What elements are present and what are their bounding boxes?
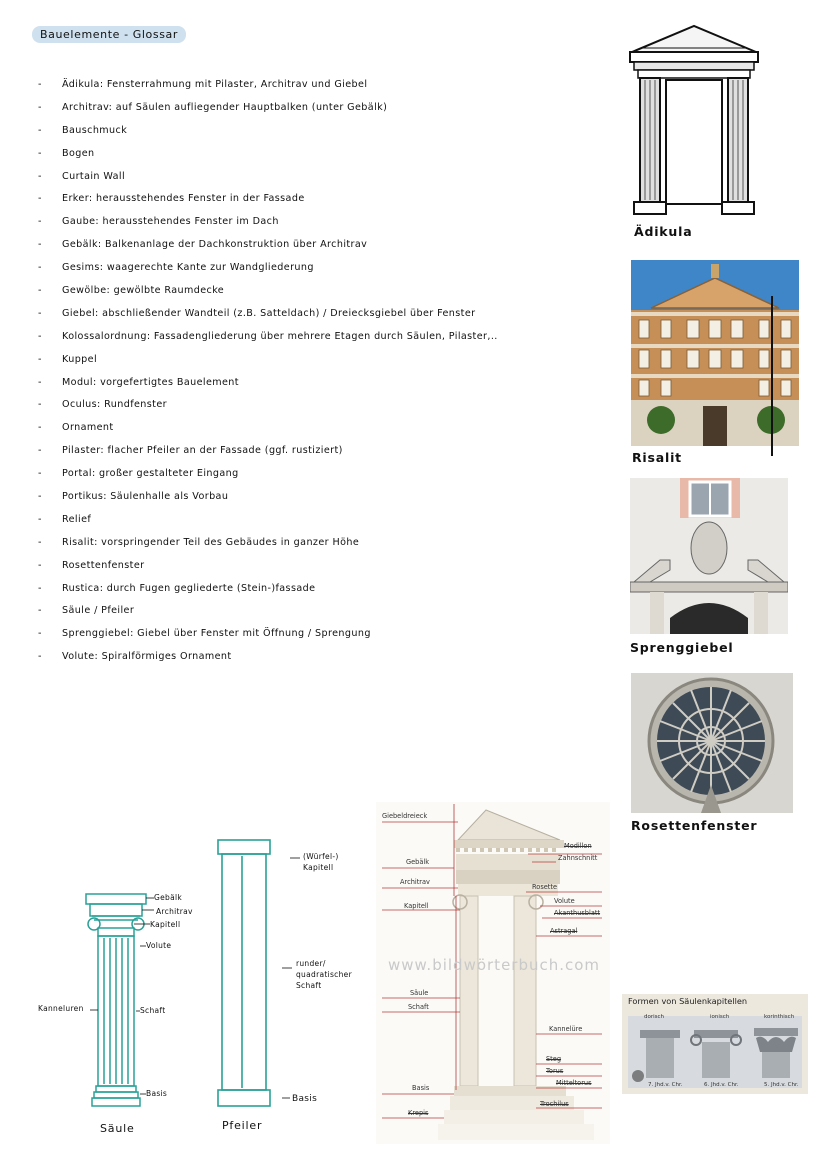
glossary-item [38,622,598,645]
glossary-item-text: Säule / Pfeiler [62,605,135,617]
bullet-dash: - [38,651,42,663]
diagram-label-steg: Steg [546,1055,562,1063]
label-kapitell: Kapitell [150,920,181,929]
diagram-label-krepis: Krepis [408,1109,429,1117]
pfeiler-leader-lines [274,850,304,1110]
diagram-label-zahnschnitt: Zahnschnitt [558,854,598,862]
kapitelle-title: Formen von Säulenkapitellen [628,996,748,1006]
glossary-item-text: Curtain Wall [62,170,126,182]
glossary-item [38,462,598,485]
glossary-item-text: Gaube: herausstehendes Fenster im Dach [62,216,279,228]
bullet-dash: - [38,628,42,640]
label-schaft: Schaft [140,1006,166,1015]
caption-rosettenfenster: Rosettenfenster [631,818,758,833]
bullet-dash: - [38,124,42,136]
glossary-item-text: Rosettenfenster [62,559,145,571]
label-kanneluren: Kanneluren [38,1004,84,1013]
bullet-dash: - [38,353,42,365]
diagram-label-astragal: Astragal [550,927,578,935]
glossary-item [38,645,598,668]
glossary-item-text: Ädikula: Fensterrahmung mit Pilaster, Architrav und Giebel [62,78,368,90]
bullet-dash: - [38,78,42,90]
glossary-item [38,416,598,439]
diagram-label-gebaelk: Gebälk [406,858,430,866]
label-architrav: Architrav [156,907,193,916]
kapitell-date-korinthisch: 5. Jhd.v. Chr. [764,1082,799,1088]
bullet-dash: - [38,307,42,319]
glossary-item [38,233,598,256]
diagram-label-torus: Torus [546,1067,564,1075]
glossary-item [38,210,598,233]
kapitell-date-dorisch: 7. Jhd.v. Chr. [648,1082,683,1088]
caption-sprenggiebel: Sprenggiebel [630,640,734,655]
glossary-item-text: Portikus: Säulenhalle als Vorbau [62,490,229,502]
saeule-leader-lines [84,890,156,1110]
bullet-dash: - [38,582,42,594]
glossary-item-text: Erker: herausstehendes Fenster in der Fassade [62,193,305,205]
kanneluren-leader [90,1008,98,1012]
glossary-item [38,371,598,394]
glossary-item [38,302,598,325]
bullet-dash: - [38,193,42,205]
glossary-item [38,508,598,531]
label-basis: Basis [146,1089,168,1098]
diagram-label-schaft: Schaft [408,1003,429,1011]
glossary-item-text: Gewölbe: gewölbte Raumdecke [62,284,225,296]
bullet-dash: - [38,262,42,274]
glossary-item [38,531,598,554]
glossary-item [38,165,598,188]
diagram-label-trochilus: Trochilus [540,1100,569,1108]
label-gebaelk: Gebälk [154,893,183,902]
label-volute: Volute [146,941,172,950]
caption-saeule: Säule [100,1122,135,1135]
glossary-item-text: Rustica: durch Fugen gegliederte (Stein-)fassade [62,582,316,594]
kapitell-type-ionisch: ionisch [710,1014,730,1020]
bullet-dash: - [38,513,42,525]
bullet-dash: - [38,376,42,388]
diagram-label-mitteltorus: Mitteltorus [556,1079,592,1087]
glossary-item [38,256,598,279]
glossary-item [38,142,598,165]
kapitell-type-korinthisch: korinthisch [764,1014,795,1020]
diagram-label-modillon: Modillon [564,842,592,850]
glossary-item [38,485,598,508]
diagram-label-giebeldreieck: Giebeldreieck [382,812,428,820]
diagram-label-volute: Volute [554,897,575,905]
bullet-dash: - [38,284,42,296]
glossary-item [38,279,598,302]
diagram-label-akanthusblatt: Akanthusblatt [554,909,601,917]
glossary-item [38,439,598,462]
glossary-item-text: Ornament [62,422,114,434]
glossary-item-text: Pilaster: flacher Pfeiler an der Fassade (ggf. rustiziert) [62,445,343,457]
diagram-label-kanneluere: Kannelüre [549,1025,583,1033]
diagram-label-kapitell: Kapitell [404,902,429,910]
glossary-item-text: Portal: großer gestalteter Eingang [62,468,239,480]
bullet-dash: - [38,468,42,480]
glossary-item-text: Modul: vorgefertigtes Bauelement [62,376,239,388]
glossary-item [38,554,598,577]
bullet-dash: - [38,170,42,182]
bullet-dash: - [38,559,42,571]
diagram-label-basis: Basis [412,1084,430,1092]
glossary-item-text: Volute: Spiralförmiges Ornament [62,651,232,663]
caption-risalit: Risalit [632,450,682,465]
glossary-item-text: Risalit: vorspringender Teil des Gebäudes in ganzer Höhe [62,536,360,548]
glossary-item-text: Bauschmuck [62,124,128,136]
label-pfeiler-basis: Basis [292,1094,318,1104]
glossary-item-text: Architrav: auf Säulen aufliegender Hauptbalken (unter Gebälk) [62,101,388,113]
glossary-item [38,325,598,348]
bullet-dash: - [38,239,42,251]
bullet-dash: - [38,330,42,342]
glossary-item [38,348,598,371]
diagram-watermark: www.bildwörterbuch.com [388,956,601,974]
kapitell-date-ionisch: 6. Jhd.v. Chr. [704,1082,739,1088]
diagram-label-architrav: Architrav [400,878,430,886]
glossary-item [38,73,598,96]
bullet-dash: - [38,147,42,159]
aedikula-drawing [628,22,760,218]
glossary-item [38,96,598,119]
glossary-item [38,393,598,416]
glossary-item [38,577,598,600]
caption-pfeiler: Pfeiler [222,1119,263,1132]
kapitelle-photo [622,994,808,1094]
page-title: Bauelemente - Glossar [32,26,186,43]
diagram-label-rosette: Rosette [532,883,558,891]
bullet-dash: - [38,605,42,617]
glossary-item-text: Kolossalordnung: Fassadengliederung über mehrere Etagen durch Säulen, Pilaster,.. [62,330,498,342]
glossary-item [38,187,598,210]
bullet-dash: - [38,399,42,411]
pfeiler-sketch [214,838,274,1110]
bullet-dash: - [38,490,42,502]
bullet-dash: - [38,216,42,228]
label-pfeiler-kapitell: (Würfel-) Kapitell [303,852,339,872]
glossary-item-text: Sprenggiebel: Giebel über Fenster mit Öffnung / Sprengung [62,628,371,640]
bullet-dash: - [38,536,42,548]
diagram-label-saeule: Säule [410,989,429,997]
rosettenfenster-photo [631,673,793,813]
glossary-item-text: Bogen [62,147,95,159]
bullet-dash: - [38,445,42,457]
glossary-item-text: Giebel: abschließender Wandteil (z.B. Satteldach) / Dreiecksgiebel über Fenster [62,307,476,319]
glossary-item-text: Oculus: Rundfenster [62,399,167,411]
caption-aedikula: Ädikula [634,224,693,239]
glossary-item [38,599,598,622]
kapitell-type-dorisch: dorisch [644,1014,665,1020]
risalit-marker-line [770,296,774,456]
glossary-item [38,119,598,142]
glossary-item-text: Gesims: waagerechte Kante zur Wandgliederung [62,262,314,274]
sprenggiebel-photo [630,478,788,634]
bullet-dash: - [38,422,42,434]
glossary-item-text: Gebälk: Balkenanlage der Dachkonstruktion über Architrav [62,239,368,251]
glossary-item-text: Kuppel [62,353,98,365]
glossary-list [38,73,598,668]
label-pfeiler-schaft: runder/ quadratischer Schaft [296,959,352,990]
glossary-item-text: Relief [62,513,92,525]
bullet-dash: - [38,101,42,113]
